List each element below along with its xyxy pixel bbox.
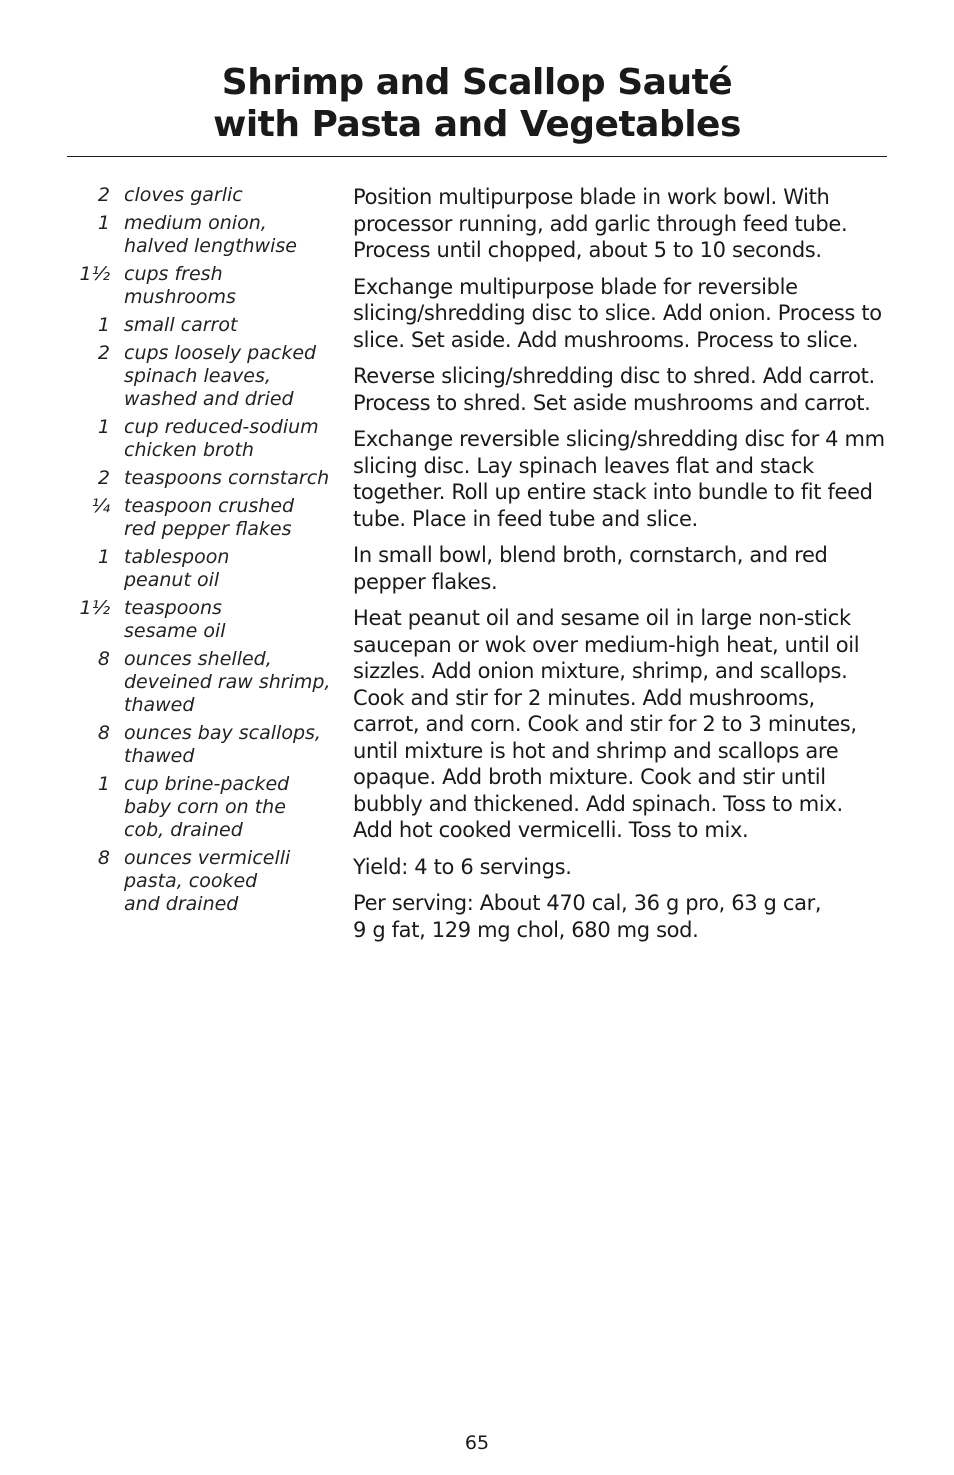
recipe-title (0, 62, 954, 146)
direction-step-3: Reverse slicing/shredding disc to shred. Add carrot. Process to shred. Set aside mushrooms and carrot. (353, 364, 875, 415)
ingredient-description: medium onion, halved lengthwise (124, 212, 297, 257)
ingredient-item (70, 416, 342, 462)
ingredient-description: teaspoon crushed red pepper flakes (124, 495, 295, 540)
ingredient-description: ounces shelled, deveined raw shrimp, thawed (124, 648, 331, 716)
ingredient-quantity: 1 (97, 416, 110, 438)
directions (353, 184, 893, 953)
ingredient-item (70, 184, 342, 207)
ingredient-item (70, 722, 342, 768)
ingredient-item (70, 467, 342, 490)
ingredient-item (70, 263, 342, 309)
ingredient-description: cups fresh mushrooms (124, 263, 236, 308)
ingredient-quantity: 8 (97, 847, 110, 869)
ingredient-quantity: 1 (97, 314, 110, 336)
ingredient-description: small carrot (124, 314, 238, 336)
ingredient-description: tablespoon peanut oil (124, 546, 230, 591)
ingredient-quantity: 1 (97, 773, 110, 795)
ingredient-quantity: 2 (97, 184, 110, 206)
ingredient-description: teaspoons sesame oil (124, 597, 226, 642)
ingredient-item (70, 495, 342, 541)
ingredient-item (70, 773, 342, 842)
ingredient-item (70, 546, 342, 592)
ingredient-quantity: 1 (97, 546, 110, 568)
direction-step-1: Position multipurpose blade in work bowl. With processor running, add garlic through feed tube. Process until chopped, about 5 to 10 seconds. (353, 185, 848, 262)
ingredient-description: ounces vermicelli pasta, cooked and drained (124, 847, 291, 915)
ingredient-item (70, 342, 342, 411)
ingredient-description: cup brine-packed baby corn on the cob, drained (124, 773, 290, 841)
ingredient-quantity: 1½ (79, 263, 110, 285)
ingredient-description: cloves garlic (124, 184, 243, 206)
title-divider (67, 156, 887, 157)
ingredient-description: teaspoons cornstarch (124, 467, 330, 489)
ingredient-description: cup reduced-sodium chicken broth (124, 416, 319, 461)
ingredient-item (70, 314, 342, 337)
ingredient-quantity: 8 (97, 722, 110, 744)
nutrition-info: Per serving: About 470 cal, 36 g pro, 63 g car, 9 g fat, 129 mg chol, 680 mg sod. (353, 891, 822, 942)
ingredient-item (70, 648, 342, 717)
ingredient-list (70, 184, 342, 921)
recipe-title-line-1: Shrimp and Scallop Sauté (221, 62, 733, 103)
ingredient-quantity: ¼ (91, 495, 110, 517)
ingredient-quantity: 2 (97, 342, 110, 364)
page-number: 65 (464, 1432, 490, 1454)
ingredient-description: cups loosely packed spinach leaves, washed and dried (124, 342, 317, 410)
ingredient-quantity: 8 (97, 648, 110, 670)
ingredient-item (70, 212, 342, 258)
recipe-title-line-2: with Pasta and Vegetables (213, 104, 741, 145)
direction-step-4: Exchange reversible slicing/shredding disc for 4 mm slicing disc. Lay spinach leaves flat and stack together. Roll up entire stack into bundle to fit feed tube. Place in feed tube and slice. (353, 427, 885, 531)
ingredient-description: ounces bay scallops, thawed (124, 722, 321, 767)
yield: Yield: 4 to 6 servings. (353, 854, 572, 879)
ingredient-item (70, 847, 342, 916)
ingredient-quantity: 1 (97, 212, 110, 234)
ingredient-quantity: 1½ (79, 597, 110, 619)
ingredient-quantity: 2 (97, 467, 110, 489)
direction-step-5: In small bowl, blend broth, cornstarch, and red pepper flakes. (353, 543, 828, 594)
direction-step-2: Exchange multipurpose blade for reversible slicing/shredding disc to slice. Add onion. Process to slice. Set aside. Add mushrooms. Process to slice. (353, 274, 882, 352)
direction-step-6: Heat peanut oil and sesame oil in large non-stick saucepan or wok over medium-high heat, until oil sizzles. Add onion mixture, shrimp, and scallops. Cook and stir for 2 minutes. Add mushrooms, carrot, and corn. Cook and stir for 2 to 3 minutes, until mixture is hot and shrimp and scallops are opaque. Add broth mixture. Cook and stir until bubbly and thickened. Add spinach. Toss to mix. Add hot cooked vermicelli. Toss to mix. (353, 606, 860, 842)
ingredient-item (70, 597, 342, 643)
